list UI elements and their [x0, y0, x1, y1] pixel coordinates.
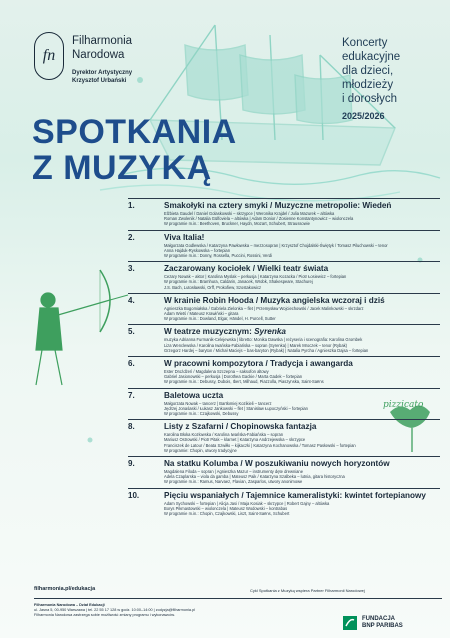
event-detail-line: Agnieszka Bogomiałska / Gabriela Zielonka – flet | Przemysław Wojciechowski / Jacek Malinkowski – skrzdarz [164, 305, 364, 311]
director-credit [72, 69, 172, 85]
event-detail-line: Elżbieta Gaudel / Daniel Golaskowski – skrzypce | Weronika Krajdel / Julia Mazurek – altówka [164, 211, 335, 216]
event-detail-line: W programie m.in.: Ramus, Narvaez, Flavian, Zasparlos, utwory anonimowe [164, 479, 303, 485]
main-title-line-1: SPOTKANIA [32, 113, 237, 151]
event-title [164, 459, 440, 469]
event-detail-line: W programie: Chopin, utwory tradycyjne [164, 447, 237, 453]
footer-address-line-2: ul. Jasna 5, 00-950 Warszawa | tel. 22 55 17 128 w godz. 10:00–14:00 | zodyzja@filharmonia.pl [34, 608, 196, 612]
series-line-2: edukacyjne [342, 51, 401, 63]
event-title-text: Viva Italia! [164, 232, 205, 242]
event-title [164, 296, 440, 306]
event-title-text: Baletowa uczta [164, 390, 224, 400]
logo-mark: fn [34, 32, 64, 80]
series-line-3: dla dzieci, [342, 65, 394, 77]
event-title-text: Pięciu wspaniałych / Tajemnice kameralistyki: kwintet fortepianowy [164, 490, 426, 500]
footer-divider [34, 598, 442, 599]
footer-url[interactable]: filharmonia.pl/edukacja [34, 586, 96, 592]
event-detail-line: Adam Wietś / Mateusz Krawiński – gitara [164, 311, 239, 317]
director-role: Dyrektor Artystyczny [72, 70, 133, 76]
program-event [128, 324, 440, 353]
event-number: 9. [128, 459, 135, 469]
event-title-emphasis: Syrenka [254, 327, 286, 337]
footer-address-line-3: Filharmonia Narodowa zastrzega sobie możliwość zmiany programu i wykonawców. [34, 613, 175, 617]
program-event [128, 456, 440, 485]
pizzicato-label: pizzicato [383, 400, 424, 410]
event-number: 2. [128, 232, 135, 242]
event-detail-line: Borys Pikmastowski – wiolonczela | Mateusz Wodowski – kontrabas [164, 505, 288, 511]
event-number: 10. [128, 490, 140, 500]
event-number: 4. [128, 295, 135, 305]
event-detail-line: W programie m.in.: Chopin, Czajkowski, Liszt, Saint-Saëns, Schubert [164, 511, 290, 517]
event-detail-line: Anna Hajduk-Ryskowska – fortepian [164, 247, 230, 253]
main-title-line-2: Z MUZYKĄ [32, 149, 212, 187]
event-detail-line: Franciszek de Latour / Beata Szwiłło – kijkaczki | Katarzyna Kochanowska / Tomasz Pasłowski – fortepian [164, 442, 356, 448]
event-detail-line: Grzegorz Hardej – baryton / Michał Maciejs – bas-baryton (Rybak) | Natalia Pyrcha / Agnieszka Dajsa – fortepian [164, 347, 369, 353]
program-event [128, 356, 440, 385]
event-detail-line: Karolina Błoka Kozłowska / Karolina Iwańska-Fabiańska – sopran [164, 432, 284, 438]
event-detail-line: Małgorzata Godlewska / Katarzyna Pawłowska – mezzosopran | Krzysztof Chojdalski-Świętyk / Tomasz Piluchowski – tenor [164, 242, 388, 248]
event-title-text: Smakołyki na cztery smyki / Muzyczne metropolie: Wiedeń [164, 201, 392, 210]
series-line-5: i dorosłych [342, 93, 397, 105]
event-detail-line: Cezary Nowak – aktor | Karolina Myslak – perkusja | Katarzyna Kozacka / Piotr Łosiewicz – fortepian [164, 274, 347, 280]
archer-illustration [36, 270, 128, 385]
org-name-line-2: Narodowa [72, 49, 125, 61]
program-event [128, 419, 440, 453]
main-title [32, 114, 237, 186]
program-list [128, 198, 440, 516]
event-title [164, 327, 440, 337]
event-detail-line: W programie m.in.: Czajkowski, Debussy [164, 411, 239, 417]
event-title-text: Zaczarowany kociołek / Wielki teatr świata [164, 264, 329, 274]
event-title-text: W teatrze muzycznym: [164, 327, 255, 337]
program-event [128, 261, 440, 290]
season-year: 2025/2026 [342, 111, 385, 121]
event-detail-line: Liza Wenclewska / Karolina Iwańska-Fabiańska – sopran (Syrenka) | Marek Mroczek – tenor (Rybak) [164, 342, 348, 348]
footer-cycle-note: Cykl Spotkania z Muzyką wspiera Partner Filharmonii Narodowej [250, 588, 365, 593]
program-event [128, 230, 440, 259]
event-detail-line: Magdalena Filoda – sopran | Agnieszka Mazur – instrumenty dęte drewniane [164, 469, 303, 475]
program-event [128, 293, 440, 322]
event-number: 3. [128, 264, 135, 274]
org-name [72, 34, 132, 62]
event-detail-line: Gabriel Jasionowski – perkusja | Dorothea Gackie / Marta Gadek – fortepian [164, 374, 303, 380]
footer-address [34, 603, 294, 618]
event-title [164, 264, 440, 274]
event-title-text: W pracowni kompozytora / Tradycja i awangarda [164, 359, 353, 369]
event-detail-line: W programie m.in.: Debussy, Dubois, Ibert, Milhaud, Piazzolla, Piaszynska, Saint-Saëns [164, 379, 324, 385]
event-detail-line: W programie m.in.: Dowland, Elgar, Händel, H. Purcell, Sutter [164, 316, 276, 322]
event-title-text: Listy z Szafarni / Chopinowska fantazja [164, 422, 317, 432]
event-title-text: W krainie Robin Hooda / Muzyka angielska wczoraj i dziś [164, 295, 385, 305]
event-title [164, 422, 440, 432]
event-title [164, 491, 440, 501]
event-number: 1. [128, 201, 135, 210]
event-detail-line: Adela Czaplarska – viola da gamba | Mateusz Paik / Katarzyna Szalbeka – lutnia, gitara historyczna [164, 474, 345, 480]
sponsor-name [362, 616, 403, 630]
event-number: 8. [128, 422, 135, 432]
org-name-line-1: Filharmonia [72, 35, 133, 47]
bnp-paribas-logo-icon [343, 616, 357, 630]
event-number: 6. [128, 359, 135, 369]
event-title [164, 359, 440, 369]
program-event [128, 198, 440, 227]
event-detail-line: Ester Drożdżeń / Magdalena Szczepna – saksofon altowy [164, 369, 269, 375]
event-detail-line: W programie m.in.: Bramhura, Caldarin, Janacek, Wrobk, Shakespeare, Stachurej [164, 279, 313, 285]
event-detail-line: Mariusz Ostrowski / Piotr Pitak – klarnet | Katarzyna Andrzejewska – skrzypce [164, 437, 306, 443]
director-name: Krzysztof Urbański [72, 78, 127, 84]
series-description [342, 36, 442, 123]
program-event [128, 488, 440, 517]
event-number: 5. [128, 327, 135, 337]
event-title [164, 201, 440, 211]
event-detail-line: Roman Zwolenik / Natalia Gülfoviela – altówka | Adam Donior / Zosienne Konstantynowicz – wiolonczela [164, 216, 354, 222]
event-title-text: Na statku Kolumba / W poszukiwaniu nowych horyzontów [164, 459, 390, 469]
event-number: 7. [128, 390, 135, 400]
series-line-1: Koncerty [342, 37, 388, 49]
footer-address-line-1: Filharmonia Narodowa – Dział Edukacji [34, 603, 105, 607]
event-detail-line: Adam Sychowski – fortepian | Alicja Jasi / Maja Kosiak – skrzypce | Robert Gajny – altówka [164, 500, 330, 506]
sponsor-line-1: FUNDACJA [362, 616, 395, 622]
event-title [164, 233, 440, 243]
event-detail-line: Jędrzej Jonaśaski / Łukasz Jankowski – flet | Stanisław Łupoczyński – fortepian [164, 405, 308, 411]
event-detail-line: J.S. Bach, Lutosławski, Orff, Prokofiew, Szostakowicz [164, 284, 262, 290]
series-line-4: młodzieży [342, 79, 394, 91]
sponsor-line-2: BNP PARIBAS [362, 623, 403, 629]
event-detail-line: muzyka Adrianna Furmanik-Celejewska | libretto: Monika Dawska | reżyseria i scenografia: Karolina Grombek [164, 337, 363, 343]
event-detail-line: Małgorzata Nowak – tancerz | Bartłomiej Kozikieli – tancerz [164, 400, 272, 406]
event-detail-line: W programie m.in.: Beethoven, Bruckner, Haydn, Mozart, Schubert, Straussowie [164, 221, 310, 227]
event-detail-line: W programie m.in.: Donny, Rossella, Puccini, Rossini, Verdi [164, 253, 272, 259]
